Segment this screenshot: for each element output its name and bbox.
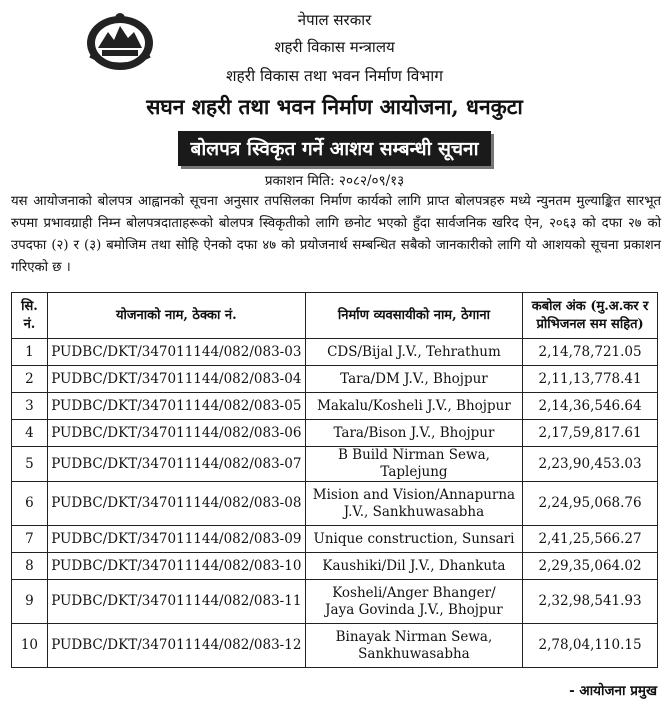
table-row xyxy=(12,553,658,580)
row-contract-no: PUDBC/DKT/347011144/082/083-03 xyxy=(47,339,305,366)
row-amount: 2,17,59,817.61 xyxy=(523,420,658,447)
table-row xyxy=(12,339,658,366)
table-row xyxy=(12,420,658,447)
project-title: सघन शहरी तथा भवन निर्माण आयोजना, धनकुटा xyxy=(146,94,523,119)
row-sn: 10 xyxy=(12,624,48,668)
row-sn: 6 xyxy=(12,482,48,526)
row-contractor: Tara/Bison J.V., Bhojpur xyxy=(305,420,522,447)
header-sn: सि. नं. xyxy=(12,293,48,339)
row-amount: 2,14,78,721.05 xyxy=(523,339,658,366)
row-contractor: Mision and Vision/Annapurna J.V., Sankhuwasabha xyxy=(305,482,522,526)
row-contractor: Kaushiki/Dil J.V., Dhankuta xyxy=(305,553,522,580)
row-amount: 2,23,90,453.03 xyxy=(523,447,658,482)
row-sn: 3 xyxy=(12,393,48,420)
row-contract-no: PUDBC/DKT/347011144/082/083-12 xyxy=(47,624,305,668)
table-row xyxy=(12,393,658,420)
table-row xyxy=(12,526,658,553)
notice-title: बोलपत्र स्विकृत गर्ने आशय सम्बन्धी सूचना xyxy=(178,131,490,166)
table-row xyxy=(12,580,658,624)
publication-date: प्रकाशन मिति: २०८२/०९/१३ xyxy=(264,173,405,189)
notice-body: यस आयोजनाको बोलपत्र आह्वानको सूचना अनुसार तपसिलका निर्माण कार्यको लागि प्राप्त बोलपत्रहरु मध्ये न्युनतम मुल्याङ्कित सारभूत रुपमा प्रभावग्राही निम्न बोलपत्रदाताहरूको बोलपत्र स्विकृतीको लागि छनोट भएको हुँदा सार्वजनिक खरिद ऐन, २०६३ को दफा २७ को उपदफा (२) र (३) बमोजिम तथा सोहि ऐनको दफा ४७ को प्रयोजनार्थ सम्बन्धित सबैको जानकारीको लागि यो आशयको सूचना प्रकाशन गरिएको छ । xyxy=(11,194,661,275)
row-sn: 7 xyxy=(12,526,48,553)
row-contract-no: PUDBC/DKT/347011144/082/083-09 xyxy=(47,526,305,553)
row-contractor: Tara/DM J.V., Bhojpur xyxy=(305,366,522,393)
row-sn: 1 xyxy=(12,339,48,366)
row-amount: 2,14,36,546.64 xyxy=(523,393,658,420)
table-header-row xyxy=(12,293,658,339)
row-contract-no: PUDBC/DKT/347011144/082/083-11 xyxy=(47,580,305,624)
row-amount: 2,78,04,110.15 xyxy=(523,624,658,668)
table-row xyxy=(12,482,658,526)
table-row xyxy=(12,624,658,668)
row-contractor: CDS/Bijal J.V., Tehrathum xyxy=(305,339,522,366)
ministry-name: शहरी विकास मन्त्रालय xyxy=(274,38,395,56)
row-sn: 9 xyxy=(12,580,48,624)
notice-banner xyxy=(0,131,669,166)
table-row xyxy=(12,447,658,482)
row-contractor: Kosheli/Anger Bhanger/ Jaya Govinda J.V., Bhojpur xyxy=(305,580,522,624)
table-row xyxy=(12,366,658,393)
row-amount: 2,29,35,064.02 xyxy=(523,553,658,580)
row-contract-no: PUDBC/DKT/347011144/082/083-05 xyxy=(47,393,305,420)
row-amount: 2,24,95,068.76 xyxy=(523,482,658,526)
bidder-table xyxy=(11,292,658,668)
row-contract-no: PUDBC/DKT/347011144/082/083-06 xyxy=(47,420,305,447)
signature-project-chief: - आयोजना प्रमुख xyxy=(569,683,657,699)
header-contractor: निर्माण व्यवसायीको नाम, ठेगाना xyxy=(305,293,522,339)
row-sn: 2 xyxy=(12,366,48,393)
row-amount: 2,32,98,541.93 xyxy=(523,580,658,624)
row-contractor: Makalu/Kosheli J.V., Bhojpur xyxy=(305,393,522,420)
row-sn: 5 xyxy=(12,447,48,482)
header-contract: योजनाको नाम, ठेक्का नं. xyxy=(47,293,305,339)
row-contractor: Binayak Nirman Sewa, Sankhuwasabha xyxy=(305,624,522,668)
row-contract-no: PUDBC/DKT/347011144/082/083-07 xyxy=(47,447,305,482)
department-name: शहरी विकास तथा भवन निर्माण विभाग xyxy=(225,67,444,85)
row-contractor: Unique construction, Sunsari xyxy=(305,526,522,553)
row-contract-no: PUDBC/DKT/347011144/082/083-04 xyxy=(47,366,305,393)
row-contractor: B Build Nirman Sewa, Taplejung xyxy=(305,447,522,482)
row-amount: 2,11,13,778.41 xyxy=(523,366,658,393)
government-name: नेपाल सरकार xyxy=(297,11,372,29)
row-contract-no: PUDBC/DKT/347011144/082/083-10 xyxy=(47,553,305,580)
row-amount: 2,41,25,566.27 xyxy=(523,526,658,553)
row-sn: 8 xyxy=(12,553,48,580)
row-sn: 4 xyxy=(12,420,48,447)
row-contract-no: PUDBC/DKT/347011144/082/083-08 xyxy=(47,482,305,526)
header-amount: कबोल अंक (मु.अ.कर र प्रोभिजनल सम सहित) xyxy=(523,293,658,339)
